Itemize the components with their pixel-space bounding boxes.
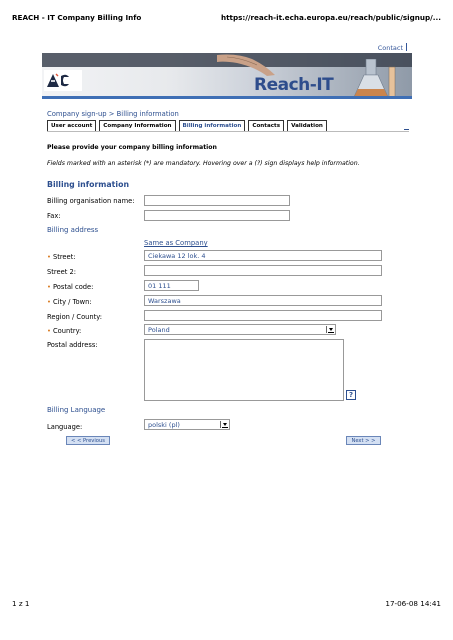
banner-underline (42, 96, 412, 99)
billing-org-name-field[interactable] (144, 195, 290, 206)
country-label: • Country: (47, 327, 82, 335)
print-page-url: https://reach-it.echa.europa.eu/reach/public/signup/... (220, 13, 441, 22)
street-field[interactable]: Ciekawa 12 lok. 4 (144, 250, 382, 261)
tab-contacts[interactable]: Contacts (248, 120, 284, 132)
postal-code-label: • Postal code: (47, 283, 94, 291)
postal-address-textarea[interactable] (144, 339, 344, 401)
region-field[interactable] (144, 310, 382, 321)
mandatory-note: Fields marked with an asterisk (*) are mandatory. Hovering over a (?) sign displays help information. (47, 160, 360, 167)
street2-label: Street 2: (47, 268, 76, 276)
print-datetime: 17-06-08 14:41 (385, 599, 441, 608)
tab-user-account[interactable]: User account (47, 120, 96, 132)
billing-address-title: Billing address (47, 226, 99, 234)
echa-logo (44, 70, 82, 91)
tab-validation[interactable]: Validation (287, 120, 327, 132)
print-header (12, 13, 441, 23)
dropdown-arrow-icon[interactable] (220, 421, 228, 428)
tab-company-information[interactable]: Company Information (99, 120, 175, 132)
banner-hand-graphic (217, 53, 277, 77)
language-selected-value: polski (pl) (148, 421, 180, 429)
intro-heading: Please provide your company billing information (47, 144, 217, 151)
required-star: • (47, 298, 51, 306)
street2-field[interactable] (144, 265, 382, 276)
same-as-company-link[interactable]: Same as Company (144, 239, 208, 247)
street-label: • Street: (47, 253, 76, 261)
required-star: • (47, 283, 51, 291)
country-select[interactable] (144, 324, 336, 335)
org-name-label: Billing organisation name: (47, 197, 135, 205)
banner-flask-graphic (344, 59, 404, 99)
postal-address-label: Postal address: (47, 341, 98, 349)
region-label: Region / County: (47, 313, 102, 321)
previous-button[interactable]: < < Previous (66, 436, 110, 445)
help-icon[interactable]: ? (346, 390, 356, 400)
tab-end-marker (404, 129, 409, 130)
tab-billing-information[interactable]: Billing information (179, 120, 246, 132)
billing-language-title: Billing Language (47, 406, 106, 414)
fax-label: Fax: (47, 212, 61, 220)
next-button[interactable]: Next > > (346, 436, 381, 445)
breadcrumb: Company sign-up > Billing information (47, 110, 179, 118)
language-label: Language: (47, 423, 83, 431)
required-star: • (47, 327, 51, 335)
country-selected-value: Poland (148, 326, 170, 334)
billing-information-title: Billing information (47, 180, 129, 189)
tabs-divider (47, 131, 409, 132)
contact-link[interactable]: Contact (378, 43, 407, 52)
reach-it-banner (42, 53, 412, 99)
print-footer (12, 599, 441, 609)
print-page-title: REACH - IT Company Billing Info (12, 13, 142, 22)
app-name-logo: Reach-IT (254, 75, 334, 95)
print-page-count: 1 z 1 (12, 599, 30, 608)
postal-code-field[interactable]: 01 111 (144, 280, 199, 291)
dropdown-arrow-icon[interactable] (326, 326, 334, 333)
city-field[interactable]: Warszawa (144, 295, 382, 306)
required-star: • (47, 253, 51, 261)
language-select[interactable] (144, 419, 230, 430)
fax-field[interactable] (144, 210, 290, 221)
city-label: • City / Town: (47, 298, 92, 306)
